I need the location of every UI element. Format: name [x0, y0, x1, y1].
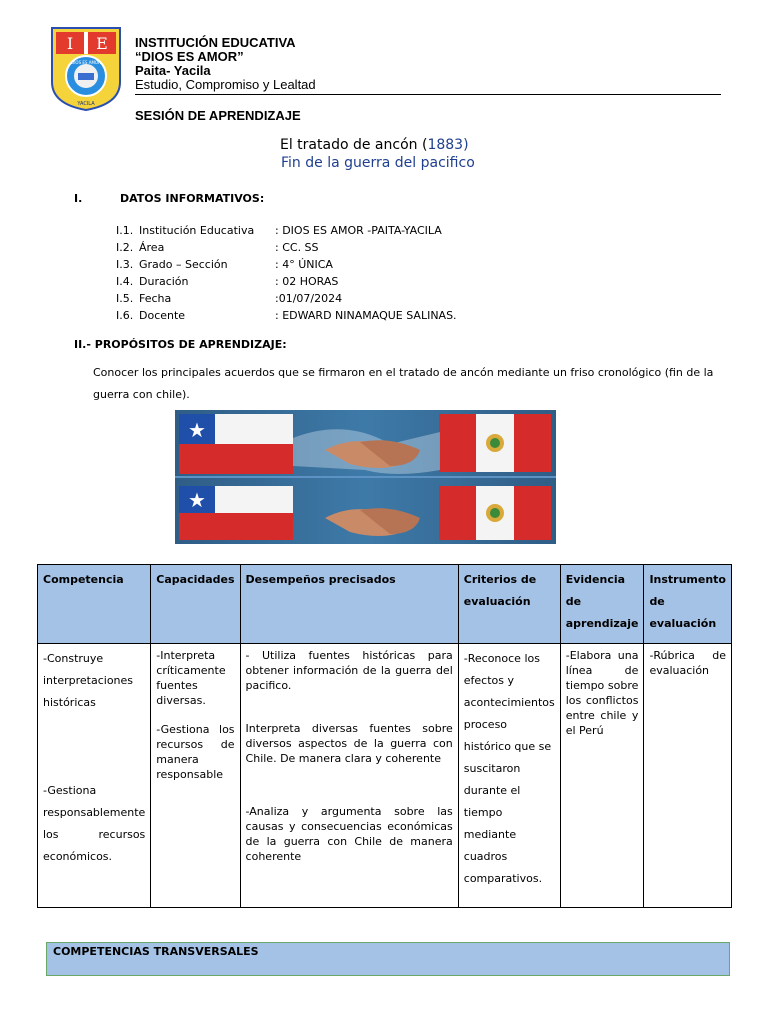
desempeno-item: Interpreta diversas fuentes sobre diversos aspectos de la guerra con Chile. De manera clara y coherente — [245, 722, 453, 765]
desempeno-item: - Utiliza fuentes históricas para obtener información de la guerra del pacifico. — [245, 649, 453, 692]
info-row-duration — [116, 275, 338, 288]
competencia-item: -Gestiona responsablemente los recursos económicos. — [43, 784, 146, 863]
info-value: : CC. SS — [275, 241, 319, 254]
info-row-grade — [116, 258, 333, 271]
table-row — [38, 644, 732, 908]
session-title: SESIÓN DE APRENDIZAJE — [135, 108, 301, 123]
cell-evidencia: -Elabora una línea de tiempo sobre los conflictos entre chile y el Perú — [560, 644, 644, 908]
header-criterios: Criterios de evaluación — [458, 565, 560, 644]
capacidad-item: -Gestiona los recursos de manera responsable — [156, 723, 235, 781]
cell-competencia — [38, 644, 151, 908]
cell-instrumento: -Rúbrica de evaluación — [644, 644, 732, 908]
info-row-date — [116, 292, 342, 305]
info-label: Institución Educativa — [139, 224, 255, 237]
svg-text:★: ★ — [188, 418, 206, 442]
header-desempenos: Desempeños precisados — [240, 565, 458, 644]
section2-title: II.- PROPÓSITOS DE APRENDIZAJE: — [74, 338, 287, 351]
transversal-competencies-header: COMPETENCIAS TRANSVERSALES — [46, 942, 730, 976]
info-value: : 4° ÚNICA — [275, 258, 333, 271]
info-num: I.6. — [116, 309, 134, 322]
capacidad-item: -Interpreta críticamente fuentes diversas. — [156, 649, 226, 707]
document-subtitle: Fin de la guerra del pacifico — [281, 155, 475, 171]
info-num: I.4. — [116, 275, 134, 288]
title-text: El tratado de ancón ( — [280, 137, 428, 153]
cell-criterios: -Reconoce los efectos y acontecimientos proceso histórico que se suscitaron durante el tiempo mediante cuadros comparativos. — [458, 644, 560, 908]
info-value: : EDWARD NINAMAQUE SALINAS. — [275, 309, 457, 322]
logo-bottom-text: YACILA — [77, 101, 95, 107]
logo-letter-i: I — [66, 34, 74, 53]
school-logo — [50, 26, 122, 112]
logo-letter-e: E — [96, 34, 108, 53]
school-name: INSTITUCIÓN EDUCATIVA — [135, 35, 296, 50]
header-instrumento: Instrumento de evaluación — [644, 565, 732, 644]
table-header-row — [38, 565, 732, 644]
info-num: I.3. — [116, 258, 134, 271]
school-quote-name: “DIOS ES AMOR” — [135, 49, 244, 64]
school-location: Paita- Yacila — [135, 63, 211, 78]
header-divider — [135, 94, 721, 95]
info-label: Grado – Sección — [139, 258, 228, 271]
svg-text:★: ★ — [188, 488, 206, 512]
header-competencia: Competencia — [38, 565, 151, 644]
info-row-area — [116, 241, 319, 254]
header-capacidades: Capacidades — [151, 565, 240, 644]
title-year: 1883) — [427, 137, 469, 153]
chile-peru-handshake-image — [175, 410, 556, 544]
info-num: I.2. — [116, 241, 134, 254]
competencies-table — [37, 564, 732, 908]
info-label: Área — [139, 241, 165, 254]
header-evidencia: Evidencia de aprendizaje — [560, 565, 644, 644]
info-label: Docente — [139, 309, 186, 322]
info-row-institution — [116, 224, 442, 237]
cell-capacidades — [151, 644, 240, 908]
section1-title: DATOS INFORMATIVOS: — [120, 192, 265, 205]
cell-desempenos — [240, 644, 458, 908]
info-label: Duración — [139, 275, 189, 288]
document-title — [280, 137, 469, 153]
info-value: :01/07/2024 — [275, 292, 343, 305]
info-label: Fecha — [139, 292, 172, 305]
info-num: I.1. — [116, 224, 134, 237]
section1-number: I. — [74, 192, 83, 205]
competencia-item: -Construye interpretaciones históricas — [43, 652, 134, 709]
info-value: : 02 HORAS — [275, 275, 339, 288]
learning-purpose: Conocer los principales acuerdos que se firmaron en el tratado de ancón mediante un friso cronológico (fin de la guerra con chile). — [93, 366, 714, 401]
info-num: I.5. — [116, 292, 134, 305]
info-value: : DIOS ES AMOR -PAITA-YACILA — [275, 224, 442, 237]
school-motto: Estudio, Compromiso y Lealtad — [135, 77, 316, 92]
info-row-teacher — [116, 309, 457, 322]
logo-ring-text: DIOS ES AMOR — [71, 60, 101, 65]
desempeno-item: -Analiza y argumenta sobre las causas y consecuencias económicas de la guerra con Chile de manera coherente — [245, 805, 453, 863]
